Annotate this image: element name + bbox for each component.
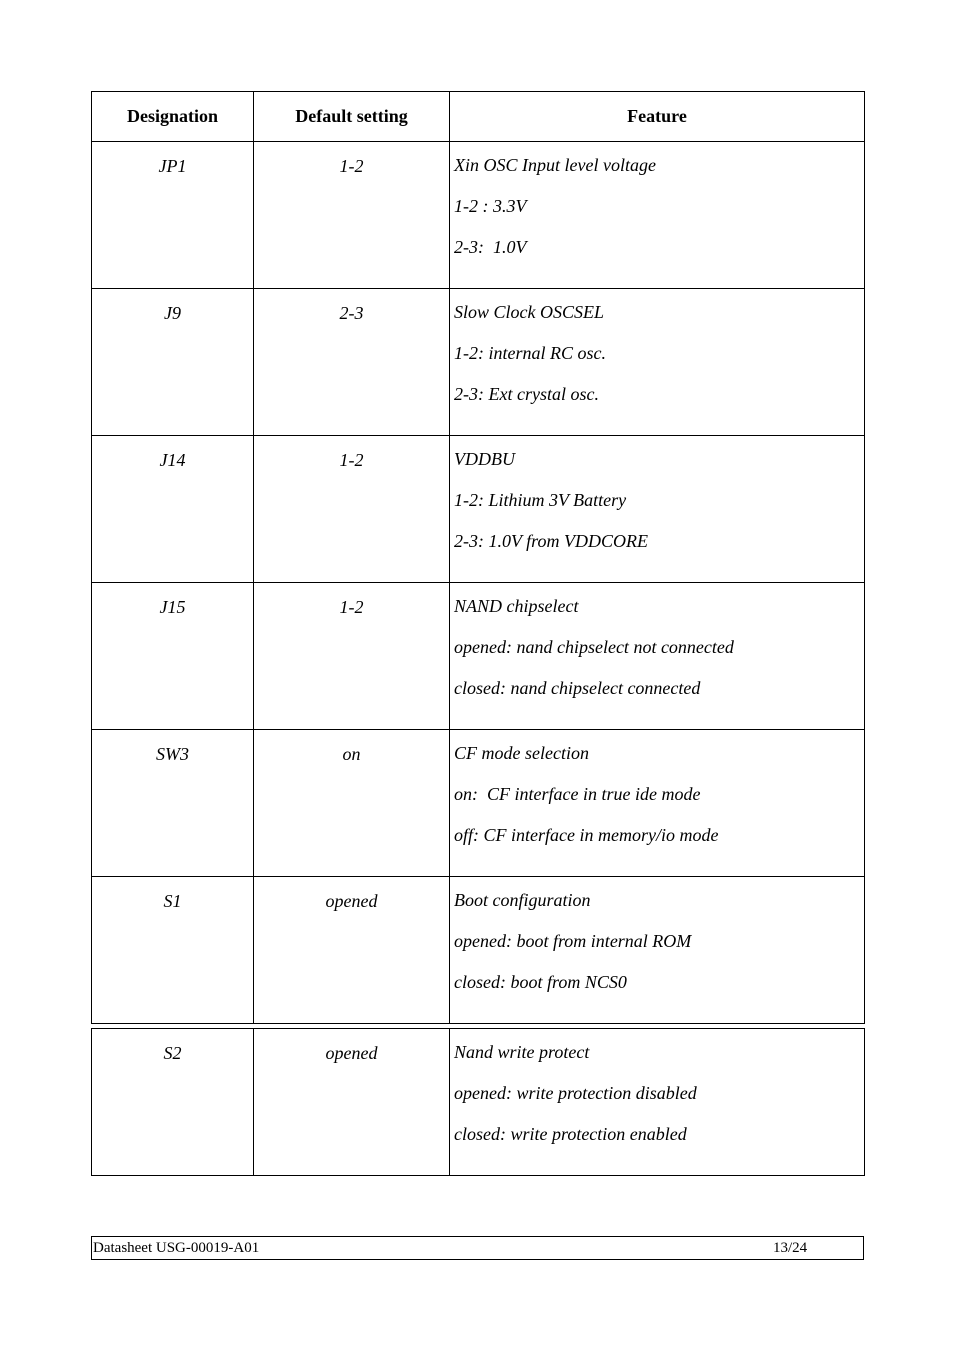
feature-option: closed: write protection enabled	[454, 1124, 687, 1144]
table-row	[92, 289, 865, 436]
feature-option: 1-2: internal RC osc.	[454, 343, 606, 363]
table-row	[92, 436, 865, 583]
table-row	[92, 877, 865, 1024]
feature-option: off: CF interface in memory/io mode	[454, 825, 719, 845]
table-row	[92, 1029, 865, 1176]
feature-option: opened: boot from internal ROM	[454, 931, 692, 951]
table-row	[92, 583, 865, 730]
designation-cell: JP1	[92, 142, 254, 289]
feature-cell	[450, 1029, 865, 1176]
designation-cell: S1	[92, 877, 254, 1024]
feature-cell	[450, 877, 865, 1024]
designation-cell: J14	[92, 436, 254, 583]
feature-cell	[450, 583, 865, 730]
feature-title: NAND chipselect	[454, 596, 579, 616]
feature-option: closed: boot from NCS0	[454, 972, 627, 992]
feature-title: Nand write protect	[454, 1042, 590, 1062]
document-id: Datasheet USG-00019-A01	[93, 1240, 260, 1256]
designation-cell: J15	[92, 583, 254, 730]
feature-option: opened: write protection disabled	[454, 1083, 697, 1103]
feature-option: 1-2: Lithium 3V Battery	[454, 490, 627, 510]
jumper-settings-table	[91, 91, 865, 1024]
feature-option: closed: nand chipselect connected	[454, 678, 701, 698]
feature-title: Slow Clock OSCSEL	[454, 302, 605, 322]
feature-cell	[450, 142, 865, 289]
table-row	[92, 142, 865, 289]
page-footer	[91, 1236, 864, 1260]
designation-cell: J9	[92, 289, 254, 436]
feature-cell	[450, 289, 865, 436]
feature-title: VDDBU	[454, 449, 515, 469]
feature-title: Boot configuration	[454, 890, 591, 910]
table-header-row	[92, 92, 865, 142]
feature-option: on: CF interface in true ide mode	[454, 784, 701, 804]
default-setting-cell: opened	[254, 877, 450, 1024]
default-setting-cell: 1-2	[254, 142, 450, 289]
designation-cell: SW3	[92, 730, 254, 877]
feature-cell	[450, 730, 865, 877]
feature-option: 2-3: 1.0V from VDDCORE	[454, 531, 648, 551]
designation-cell: S2	[92, 1029, 254, 1176]
default-setting-cell: 2-3	[254, 289, 450, 436]
page-number: 13/24	[773, 1240, 808, 1256]
header-feature: Feature	[450, 92, 865, 142]
feature-option: 2-3: Ext crystal osc.	[454, 384, 599, 404]
feature-title: Xin OSC Input level voltage	[454, 155, 656, 175]
header-designation: Designation	[92, 92, 254, 142]
feature-option: 2-3: 1.0V	[454, 237, 527, 257]
feature-cell	[450, 436, 865, 583]
header-default-setting: Default setting	[254, 92, 450, 142]
feature-option: 1-2 : 3.3V	[454, 196, 527, 216]
table-row	[92, 730, 865, 877]
default-setting-cell: 1-2	[254, 583, 450, 730]
feature-option: opened: nand chipselect not connected	[454, 637, 734, 657]
default-setting-cell: 1-2	[254, 436, 450, 583]
default-setting-cell: opened	[254, 1029, 450, 1176]
feature-title: CF mode selection	[454, 743, 589, 763]
write-protect-table	[91, 1028, 865, 1176]
default-setting-cell: on	[254, 730, 450, 877]
